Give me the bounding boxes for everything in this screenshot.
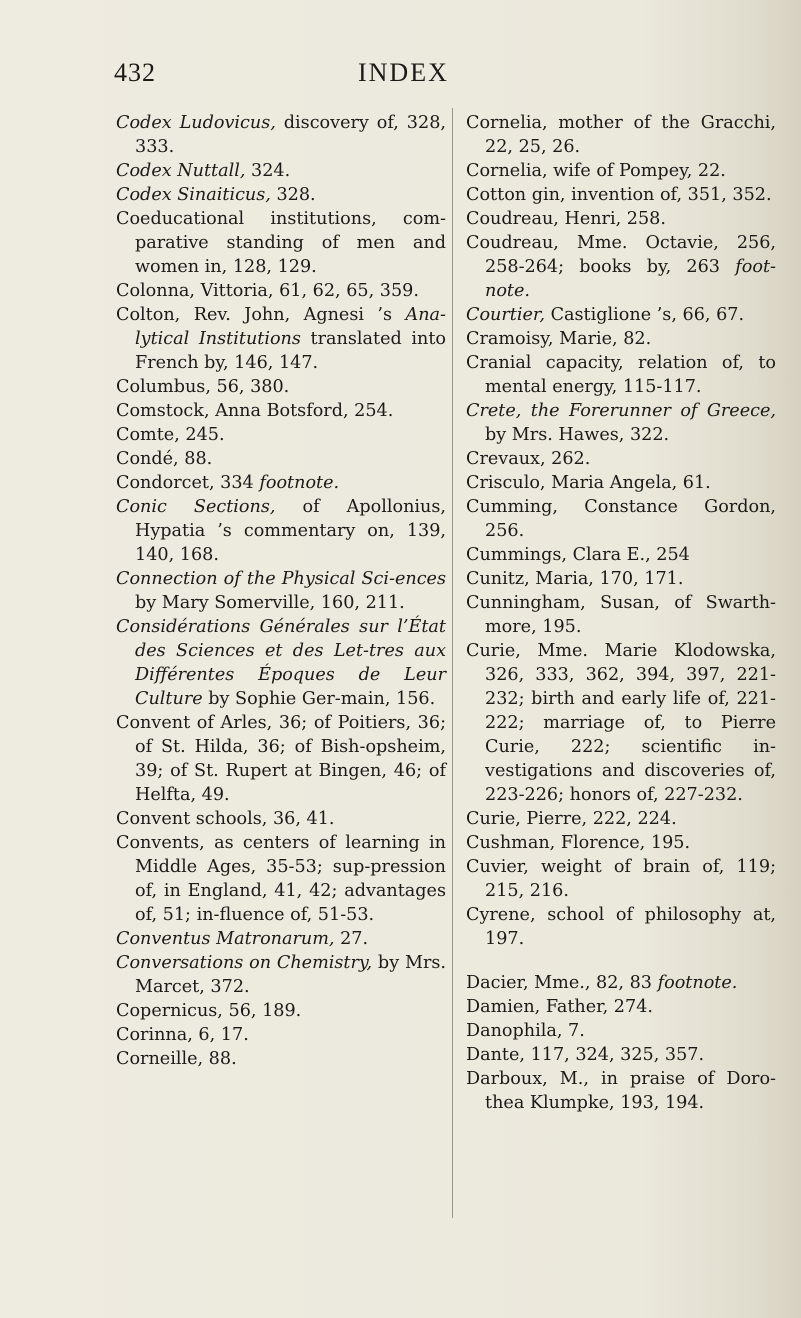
index-entry-text: Connection of the Physical Sci-ences (116, 569, 446, 589)
index-entry (116, 279, 446, 303)
index-entry-text: Damien, Father, 274. (466, 997, 653, 1017)
index-entry-text: Cummings, Clara E., 254 (466, 545, 690, 565)
index-entry (116, 111, 446, 159)
index-entry-text: Codex Sinaiticus, (116, 185, 271, 205)
index-entry (116, 495, 446, 567)
index-entry-text: by Mary Somerville, 160, 211. (135, 593, 405, 613)
index-entry-text: Cunitz, Maria, 170, 171. (466, 569, 684, 589)
index-entry-text: Curie, Mme. Marie Klodowska, 326, 333, 362, 394, 397, 221-232; birth and early life of, 221-222; marriage of, to Pierre Curie, 222; scientific in-vestigations and discoveries of, 223-226; honors of, 227-232. (466, 641, 776, 805)
index-entry-text: Curie, Pierre, 222, 224. (466, 809, 677, 829)
index-entry (116, 711, 446, 807)
index-entry-text: Cotton gin, invention of, 351, 352. (466, 185, 772, 205)
index-entry-text: Cornelia, wife of Pompey, 22. (466, 161, 726, 181)
index-entry (466, 183, 776, 207)
index-entry-text: Convents, as centers of learning in Middle Ages, 35-53; sup-pression of, in England, 41, 42; advantages of, 51; in-fluence of, 51-53. (116, 833, 446, 925)
index-entry (116, 615, 446, 711)
index-entry (116, 207, 446, 279)
index-entry (466, 327, 776, 351)
index-entry-text: Coudreau, Mme. Octavie, 256, 258-264; books by, 263 (466, 233, 776, 277)
index-entry (116, 423, 446, 447)
page-number: 432 (114, 58, 156, 87)
index-entry-text: Convent of Arles, 36; of Poitiers, 36; of St. Hilda, 36; of Bish-opsheim, 39; of St. Rupert at Bingen, 46; of Helfta, 49. (116, 713, 446, 805)
index-entry-text: by Mrs. Marcet, 372. (135, 953, 446, 997)
index-entry-text: Convent schools, 36, 41. (116, 809, 335, 829)
index-entry-text: Codex Ludovicus, (116, 113, 276, 133)
index-entry-text: of Apollonius, Hypatia ’s commentary on, 139, 140, 168. (135, 497, 446, 565)
index-entry (116, 399, 446, 423)
index-entry (466, 231, 776, 303)
index-entry (466, 207, 776, 231)
index-entry-text: Cushman, Florence, 195. (466, 833, 691, 853)
index-entry-text: Colton, Rev. John, Agnesi ’s (116, 305, 406, 325)
index-entry-text: Conversations on Chemistry, (116, 953, 373, 973)
index-entry (466, 567, 776, 591)
index-entry-text: Comte, 245. (116, 425, 225, 445)
index-entry-text: Danophila, 7. (466, 1021, 585, 1041)
index-entry-text: Cranial capacity, relation of, to mental energy, 115-117. (466, 353, 776, 397)
index-entry (116, 1047, 446, 1071)
index-entry-text: by Sophie Ger-main, 156. (202, 689, 436, 709)
index-entry (466, 399, 776, 447)
index-entry-text: Cumming, Constance Gordon, 256. (466, 497, 776, 541)
index-entry (116, 183, 446, 207)
page-header (0, 58, 801, 94)
index-entry-text: Crevaux, 262. (466, 449, 591, 469)
index-entry-text: Cramoisy, Marie, 82. (466, 329, 652, 349)
index-entry (466, 639, 776, 807)
index-entry (116, 1023, 446, 1047)
index-entry-text: 27. (334, 929, 369, 949)
index-entry (466, 1067, 776, 1115)
letter-section-gap (466, 951, 776, 971)
index-entry (466, 495, 776, 543)
index-entry-text: 324. (245, 161, 291, 181)
index-entry (466, 995, 776, 1019)
index-entry-text: foot-note. (485, 257, 776, 301)
index-entry-text: Cunningham, Susan, of Swarth-more, 195. (466, 593, 776, 637)
index-entry-text: Ana-lytical Institutions (135, 305, 446, 349)
index-entry-text: Comstock, Anna Botsford, 254. (116, 401, 394, 421)
index-entry (116, 447, 446, 471)
index-entry (466, 1043, 776, 1067)
index-entry-text: by Mrs. Hawes, 322. (485, 425, 670, 445)
index-entry (466, 471, 776, 495)
index-entry (116, 159, 446, 183)
index-entry (116, 375, 446, 399)
index-entry-text: Condorcet, 334 (116, 473, 260, 493)
index-column-left (116, 111, 446, 1071)
running-head: INDEX (358, 58, 449, 87)
index-entry (116, 303, 446, 375)
index-entry-text: Cornelia, mother of the Gracchi, 22, 25, 26. (466, 113, 776, 157)
index-entry-text: Copernicus, 56, 189. (116, 1001, 302, 1021)
index-entry-text: Darboux, M., in praise of Doro-thea Klumpke, 193, 194. (466, 1069, 776, 1113)
index-entry-text: translated into French by, 146, 147. (135, 329, 446, 373)
index-entry-text: Conventus Matronarum, (116, 929, 335, 949)
index-entry (116, 999, 446, 1023)
index-entry-text: Codex Nuttall, (116, 161, 246, 181)
index-entry (466, 543, 776, 567)
index-entry-text: Crisculo, Maria Angela, 61. (466, 473, 711, 493)
index-entry (466, 159, 776, 183)
index-entry (116, 567, 446, 615)
index-entry (466, 971, 776, 995)
index-entry-text: footnote. (657, 973, 738, 993)
index-entry-text: Dacier, Mme., 82, 83 (466, 973, 658, 993)
index-entry-text: Corneille, 88. (116, 1049, 237, 1069)
index-entry-text: footnote. (259, 473, 340, 493)
column-divider (452, 108, 453, 1218)
index-entry (466, 1019, 776, 1043)
index-entry (116, 831, 446, 927)
index-entry (116, 471, 446, 495)
index-entry-text: Courtier, (466, 305, 545, 325)
index-entry (116, 807, 446, 831)
index-column-right (466, 111, 776, 1115)
index-entry-text: Castiglione ’s, 66, 67. (544, 305, 745, 325)
index-entry-text: Columbus, 56, 380. (116, 377, 290, 397)
index-entry (466, 855, 776, 903)
index-entry (466, 903, 776, 951)
index-entry (466, 303, 776, 327)
index-entry-text: Cyrene, school of philosophy at, 197. (466, 905, 776, 949)
index-entry-text: Corinna, 6, 17. (116, 1025, 249, 1045)
index-entry (466, 111, 776, 159)
index-entry (466, 591, 776, 639)
index-entry-text: Conic Sections, (116, 497, 276, 517)
index-entry (466, 351, 776, 399)
index-entry-text: Coudreau, Henri, 258. (466, 209, 666, 229)
index-entry (116, 927, 446, 951)
index-entry-text: 328. (270, 185, 316, 205)
index-entry-text: Crete, the Forerunner of Greece, (466, 401, 776, 421)
index-entry (116, 951, 446, 999)
index-entry (466, 807, 776, 831)
index-entry-text: Condé, 88. (116, 449, 213, 469)
index-entry-text: Colonna, Vittoria, 61, 62, 65, 359. (116, 281, 419, 301)
index-entry (466, 447, 776, 471)
index-entry-text: Considérations Générales sur l’État des Sciences et des Let-tres aux Différentes Époques de Leur Culture (116, 617, 446, 709)
index-entry-text: discovery of, 328, 333. (135, 113, 446, 157)
index-entry-text: Dante, 117, 324, 325, 357. (466, 1045, 705, 1065)
index-entry-text: Cuvier, weight of brain of, 119; 215, 216. (466, 857, 776, 901)
index-entry (466, 831, 776, 855)
index-entry-text: Coeducational institutions, com-parative standing of men and women in, 128, 129. (116, 209, 446, 277)
